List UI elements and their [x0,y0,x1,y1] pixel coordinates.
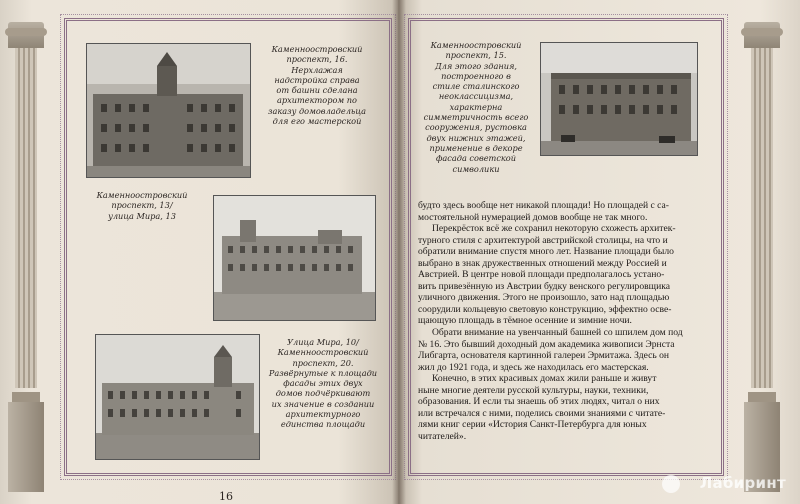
labirint-logo-icon [662,475,680,493]
right-page [398,0,800,504]
paragraph-line: мостоятельной нумерацией домов вообще не так много. [418,211,648,223]
paragraph-line: будто здесь вообще нет никакой площади! Но площадей с са- [418,200,670,211]
photo-kamennoostrovsky-13 [213,195,376,321]
body-text [418,200,710,442]
caption-photo-1: Каменноостровский проспект, 16. Нерхлажая надстройка справа от башни сделана архитектором по заказу домовладельца для его мастерской [268,44,366,127]
paragraph-line: Перекрёсток всё же сохранил некоторую схожесть архитек- [432,223,676,235]
photo-ulitsa-mira-10 [95,334,260,460]
paragraph-line: обратили внимание спустя много лет. Название площади было [418,246,674,258]
paragraph-line: турного стиля с архитектурой австрийской столицы, на что и [418,234,668,246]
paragraph-line: образования. И если ты знаешь об этих людях, читал о них [418,396,660,408]
paragraph-line: или встречался с ними, поделись своими знаниями с читате- [418,407,666,419]
paragraph-line: Обрати внимание на увенчанный башней со шпилем дом под [432,327,683,339]
book-gutter [392,0,406,504]
page-number: 16 [219,490,233,503]
paragraph-line: Австрией. В центре новой площади предполагалось устано- [418,269,665,281]
paragraph-line: Конечно, в этих красивых домах жили раньше и живут [432,373,657,385]
paragraph-line: уличного движения. Этого не произошло, зато над площадью [418,292,670,304]
paragraph-line: читателей». [418,430,467,442]
watermark: Лабиринт [699,474,786,492]
paragraph-line: жил до 1921 года, и здесь же находилась его мастерская. [418,361,649,373]
paragraph-line: щающую площадь в тёмное осенние и зимние ночи. [418,315,632,327]
paragraph-line: выбрано в знак дружественных отношений между Россией и [418,257,667,269]
photo-kamennoostrovsky-15 [540,42,698,156]
paragraph-line: Либгарта, основателя картинной галереи Эрмитажа. Здесь он [418,350,670,362]
caption-photo-2: Каменноостровский проспект, 13/ улица Мира, 13 [96,190,188,221]
left-page [0,0,398,504]
caption-photo-3: Улица Мира, 10/ Каменноостровский проспект, 20. Развёрнутые к площади фасады этих двух домов подчёркивают их значение в создании архитектурного единства площади [268,337,378,430]
paragraph-line: № 16. Это бывший доходный дом академика живописи Эрнста [418,338,675,350]
paragraph-line: ныне многие деятели русской культуры, науки, техники, [418,384,649,396]
paragraph-line: вить привезённую из Австрии будку венского регулировщика [418,280,670,292]
paragraph-line: лями книг серии «История Санкт-Петербурга для юных [418,419,647,431]
paragraph-line: соорудили кольцевую световую конструкцию, эффектно осве- [418,303,672,315]
caption-photo-4: Каменноостровский проспект, 15. Для этого здания, построенного в стиле сталинского неоклассицизма, характерна симметричность всего сооружения, рустовка двух нижних этажей, применение в декоре фасада советской символики [423,40,529,174]
photo-kamennoostrovsky-16 [86,43,251,178]
